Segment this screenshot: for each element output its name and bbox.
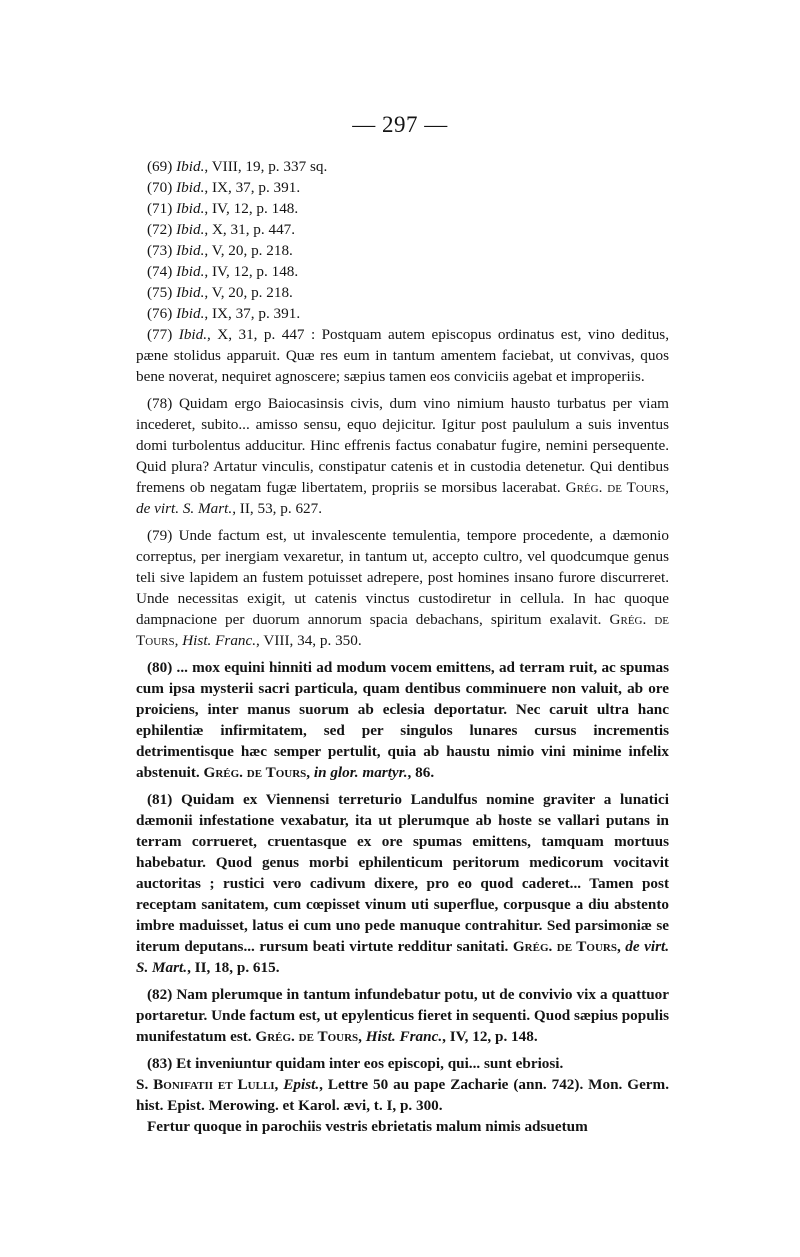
note-continuation: Fertur quoque in parochiis vestris ebrietatis malum nimis adsuetum	[147, 1118, 588, 1135]
note-text: (80) ... mox equini hinniti ad modum vocem emittens, ad terram ruit, ac spumas cum ipsa mysterii sacri particula, quam dentibus comminuere non valuit, ab ore proiciens, inter manus suorum ab eclesia deportatur. Nec caruit ultra hanc ephilentiæ infirmitatem, sed per singulos lunares cursus incrementis detrimentisque hæc semper pertulit, quia ab haustu nimio vini minime infelix abstenuit.	[136, 659, 669, 781]
footnote-70	[136, 177, 669, 198]
note-work: de virt. S. Mart.	[136, 500, 233, 517]
note-author: Grég. de Tours,	[565, 479, 669, 496]
note-ref: Ibid.	[176, 221, 205, 238]
footnotes	[136, 156, 669, 1137]
note-text: , X, 31, p. 447 : Postquam autem episcopus ordinatus est, vino deditus, pæne stolidus apparuit. Quæ res eum in tantum amentem faciebat, ut convivas, quos bene noverat, nequiret agnoscere; sæpius tamen eos conviciis agebat et improperiis.	[136, 326, 670, 385]
note-source	[136, 1074, 669, 1116]
footnote-71	[136, 198, 669, 219]
footnote-73	[136, 240, 669, 261]
note-citation: , IX, 37, p. 391.	[204, 179, 301, 196]
note-author: Grég. de Tours,	[255, 1028, 362, 1045]
note-number: (70)	[147, 179, 173, 196]
note-citation: , VIII, 34, p. 350.	[256, 632, 362, 649]
note-author: Grég. de Tours,	[136, 611, 669, 649]
footnote-79	[136, 525, 669, 651]
note-number: (75)	[147, 284, 173, 301]
note-ref: Ibid.	[176, 200, 205, 217]
source-prefix: S.	[136, 1076, 154, 1093]
note-ref: Ibid.	[176, 263, 205, 280]
note-work: in glor. martyr.	[313, 764, 408, 781]
note-citation: , X, 31, p. 447.	[204, 221, 296, 238]
note-number: (71)	[147, 200, 173, 217]
footnote-80	[136, 657, 669, 783]
note-ref: Ibid.	[176, 179, 205, 196]
note-number: (77)	[147, 326, 173, 343]
footnote-69	[136, 156, 669, 177]
footnote-82	[136, 984, 669, 1047]
note-work: Hist. Franc.	[182, 632, 257, 649]
source-author: Bonifatii et Lulli,	[153, 1076, 279, 1093]
note-citation: , V, 20, p. 218.	[204, 242, 293, 259]
note-citation: , IX, 37, p. 391.	[204, 305, 301, 322]
footnote-74	[136, 261, 669, 282]
source-citation: , Lettre 50 au pape Zacharie (ann. 742). Mon. Germ. hist. Epist. Merowing. et Karol. ævi, t. I, p. 300.	[136, 1076, 669, 1114]
note-text: (78) Quidam ergo Baiocasinsis civis, dum vino nimium hausto turbatus per viam incederet, subito... amisso sensu, equo dejicitur. Igitur post paululum a suis inventus domi turbolentus adducitur. Hinc effrenis factus conabatur fugire, nemini persequente. Quid plura? Artatur vinculis, constipatur catenis et in custodia detenetur. Qui dentibus fremens ob negatam fugæ libertatem, propriis se morsibus lacerabat.	[136, 395, 669, 496]
footnote-83	[136, 1053, 669, 1137]
note-citation: , II, 18, p. 615.	[187, 959, 280, 976]
note-citation: , II, 53, p. 627.	[232, 500, 323, 517]
note-number: (76)	[147, 305, 173, 322]
footnote-76	[136, 303, 669, 324]
note-text: (81) Quidam ex Viennensi terreturio Landulfus nomine graviter a lunatici dæmonii infestatione vexabatur, ita ut plerumque ab hoste se vallari putans in terram corrueret, cruentasque ex ore spumas emittens, tamquam mortuus habebatur. Quod genus morbi ephilenticum peritorum medicorum vocitavit auctoritas ; rustici vero cadivum dixere, pro eo quod caderet... Tamen post receptam sanitatem, cum cœpisset vinum uti superflue, corpusque a diu abstento imbre maduisset, latus ei cum uno pede manuque contrahitur. Sed parsimoniæ se iterum deputans... rursum beati virtute redditur sanitati.	[136, 791, 669, 955]
note-ref: Ibid.	[176, 158, 205, 175]
footnote-75	[136, 282, 669, 303]
note-number: (69)	[147, 158, 173, 175]
note-number: (73)	[147, 242, 173, 259]
page-number: — 297 —	[352, 112, 448, 137]
note-number: (74)	[147, 263, 173, 280]
note-citation: , IV, 12, p. 148.	[442, 1028, 538, 1045]
note-citation: , VIII, 19, p. 337 sq.	[204, 158, 328, 175]
note-author: Grég. de Tours,	[512, 938, 621, 955]
note-number: (72)	[147, 221, 173, 238]
short-notes	[136, 156, 669, 324]
note-text: (79) Unde factum est, ut invalescente temulentia, tempore procedente, a dæmonio correptus, per inergiam vexaretur, in tantum ut, accepto cultro, vel quodcumque genus teli sive lapidem an fustem potuisset adrepere, post homines insano furore discurreret. Unde necessitas exigit, ut catenis vinctus custodiretur in cellula. In hac quoque dampnacione per duorum annorum spacia debachans, spiritum exalavit.	[136, 527, 669, 628]
note-work: Hist. Franc.	[365, 1028, 443, 1045]
source-work: Epist.	[278, 1076, 320, 1093]
note-ref: Ibid.	[176, 305, 205, 322]
note-work: de virt. S. Mart.	[136, 938, 669, 976]
footnote-72	[136, 219, 669, 240]
footnote-81	[136, 789, 669, 978]
note-ref: Ibid.	[176, 284, 205, 301]
note-author: Grég. de Tours,	[203, 764, 311, 781]
footnote-77	[136, 324, 669, 387]
note-citation: , IV, 12, p. 148.	[204, 263, 299, 280]
note-text: (82) Nam plerumque in tantum infundebatur potu, ut de convivio vix a quattuor portaretur. Unde factum est, ut epylenticus fieret in sequenti. Quod sæpius populis munifestatum est.	[136, 986, 670, 1045]
note-citation: , V, 20, p. 218.	[204, 284, 293, 301]
note-ref: Ibid.	[176, 242, 205, 259]
note-text: (83) Et inveniuntur quidam inter eos episcopi, qui... sunt ebriosi.	[147, 1055, 564, 1072]
footnote-78	[136, 393, 669, 519]
note-citation: , IV, 12, p. 148.	[204, 200, 299, 217]
note-citation: , 86.	[407, 764, 435, 781]
note-ref: Ibid.	[178, 326, 208, 343]
